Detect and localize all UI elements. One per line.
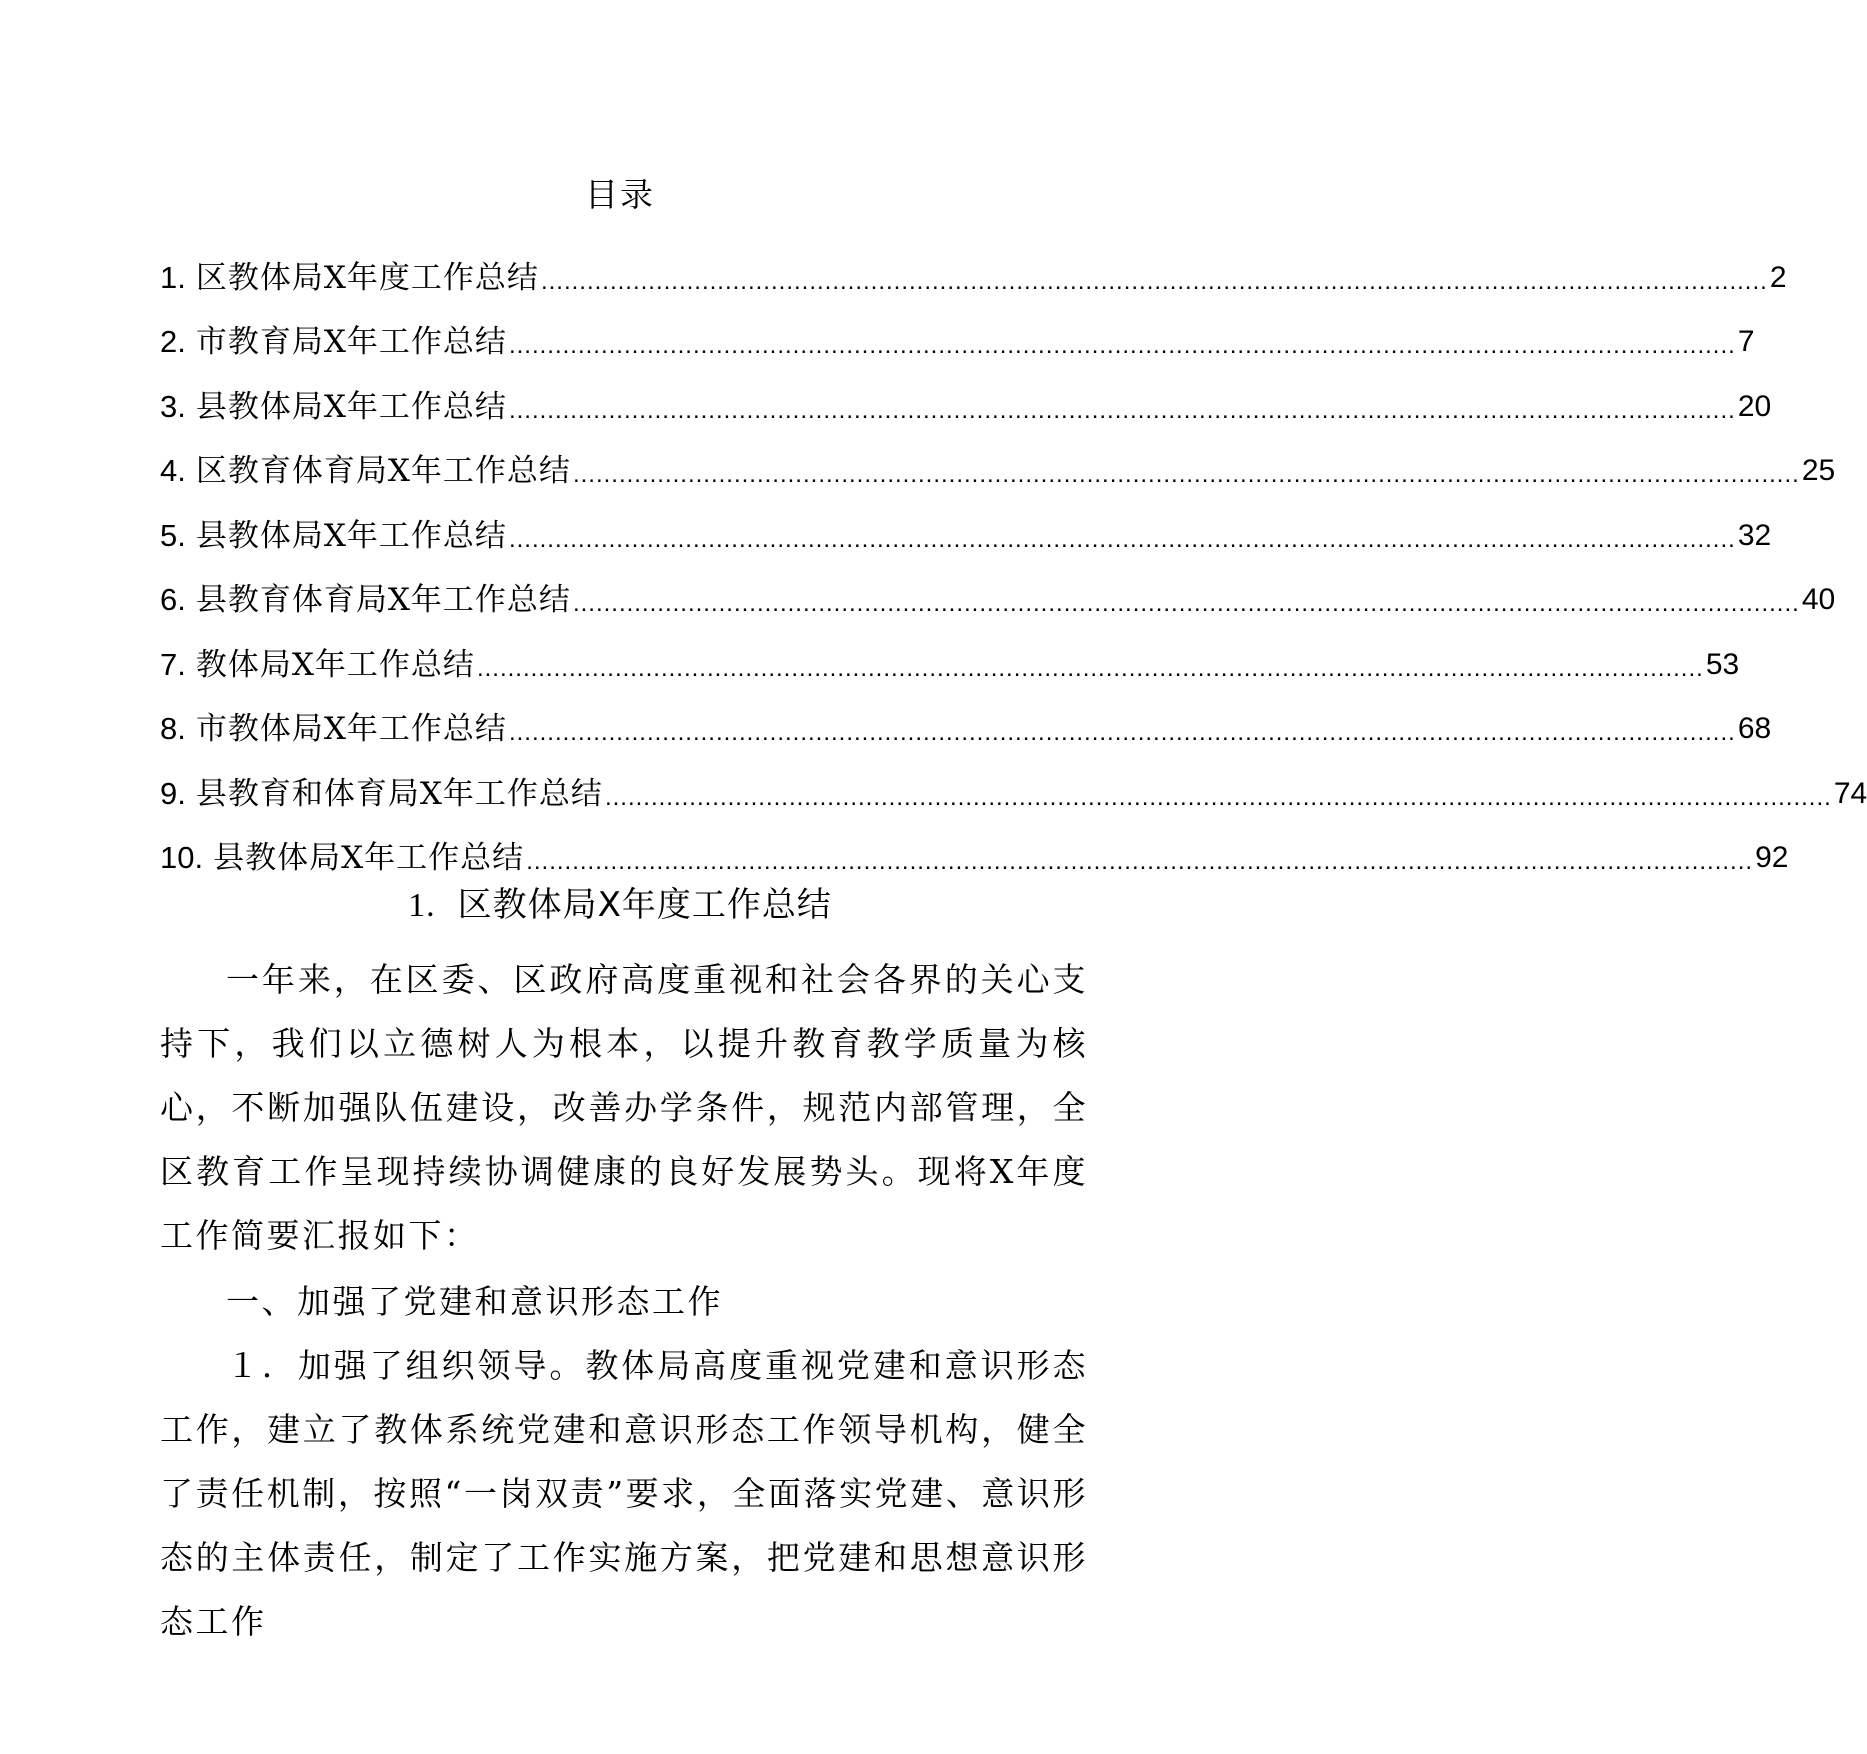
toc-entry-page: 92: [1755, 841, 1789, 874]
toc-entry-page: 25: [1801, 454, 1836, 487]
toc-entry-number: 9.: [160, 775, 186, 811]
toc-entry[interactable]: [160, 688, 1772, 753]
toc-leader-dots: ................................................................................................................................................................: [540, 267, 1768, 295]
subheading: 一、加强了党建和意识形态工作: [226, 1282, 723, 1321]
toc-entry-title: 区教育体育局X年工作总结: [195, 453, 571, 489]
toc-entry-number: 6.: [160, 582, 186, 617]
toc-leader-dots: ................................................................................................................................................................: [526, 848, 1754, 875]
toc-entry-title: 市教体局X年工作总结: [195, 711, 507, 747]
toc-entry[interactable]: [160, 817, 1789, 882]
toc-entry-number: 8.: [160, 711, 186, 746]
toc-entry-page: 53: [1705, 647, 1740, 681]
toc-leader-dots: ................................................................................................................................................................: [572, 461, 1800, 488]
toc-entry[interactable]: [160, 301, 1755, 366]
section-number: 1.: [408, 887, 436, 924]
toc-entry[interactable]: [160, 559, 1836, 624]
toc-leader-dots: ................................................................................................................................................................: [508, 525, 1736, 553]
toc-entry[interactable]: [160, 236, 1787, 301]
toc-entry-number: 10.: [160, 840, 204, 875]
section-heading: [0, 880, 1240, 931]
toc-entry[interactable]: [160, 365, 1772, 430]
toc-entry-number: 5.: [160, 517, 186, 553]
toc-entry-page: 68: [1737, 712, 1772, 745]
toc-entry-number: 2.: [160, 324, 186, 359]
toc-entry-title: 县教体局X年工作总结: [195, 388, 507, 425]
toc-entry-page: 20: [1737, 389, 1772, 423]
toc-entry[interactable]: [160, 623, 1740, 688]
toc-entry-title: 区教体局X年度工作总结: [195, 259, 539, 296]
toc-entry-page: 74: [1833, 776, 1867, 810]
toc-entry[interactable]: [160, 494, 1772, 559]
toc-entry[interactable]: [160, 752, 1867, 817]
toc-entry[interactable]: [160, 430, 1836, 495]
toc-leader-dots: ................................................................................................................................................................: [572, 590, 1800, 617]
body-paragraph: １．加强了组织领导。教体局高度重视党建和意识形态工作，建立了教体系统党建和意识形态工作领导机构，健全了责任机制，按照“一岗双责”要求，全面落实党建、意识形态的主体责任，制定了工作实施方案，把党建和思想意识形态工作: [160, 1346, 1088, 1641]
toc-entry-title: 县教体局X年工作总结: [195, 517, 507, 554]
section-title: 区教体局X年度工作总结: [457, 885, 832, 925]
toc-entry-number: 4.: [160, 453, 186, 488]
toc-entry-page: 2: [1769, 260, 1787, 294]
table-of-contents: [160, 236, 1867, 881]
toc-entry-title: 县教体局X年工作总结: [213, 840, 525, 876]
toc-entry-title: 教体局X年工作总结: [195, 646, 475, 683]
toc-entry-number: 3.: [160, 388, 186, 424]
toc-leader-dots: ................................................................................................................................................................: [508, 332, 1736, 359]
intro-paragraph: 一年来，在区委、区政府高度重视和社会各界的关心支持下，我们以立德树人为根本，以提升教育教学质量为核心，不断加强队伍建设，改善办学条件，规范内部管理，全区教育工作呈现持续协调健康的良好发展势头。现将X年度工作简要汇报如下：: [160, 960, 1088, 1255]
toc-entry-title: 市教育局X年工作总结: [195, 324, 507, 360]
toc-entry-number: 7.: [160, 646, 186, 682]
toc-entry-title: 县教育和体育局X年工作总结: [195, 775, 603, 812]
toc-leader-dots: ................................................................................................................................................................: [476, 654, 1704, 682]
toc-entry-page: 7: [1737, 325, 1755, 358]
toc-leader-dots: ................................................................................................................................................................: [604, 783, 1832, 811]
toc-leader-dots: ................................................................................................................................................................: [508, 396, 1736, 424]
toc-entry-page: 40: [1801, 583, 1836, 616]
toc-entry-page: 32: [1737, 518, 1772, 552]
toc-entry-title: 县教育体育局X年工作总结: [195, 582, 571, 618]
toc-leader-dots: ................................................................................................................................................................: [508, 719, 1736, 746]
toc-entry-number: 1.: [160, 259, 186, 295]
toc-title: 目录: [585, 175, 655, 214]
